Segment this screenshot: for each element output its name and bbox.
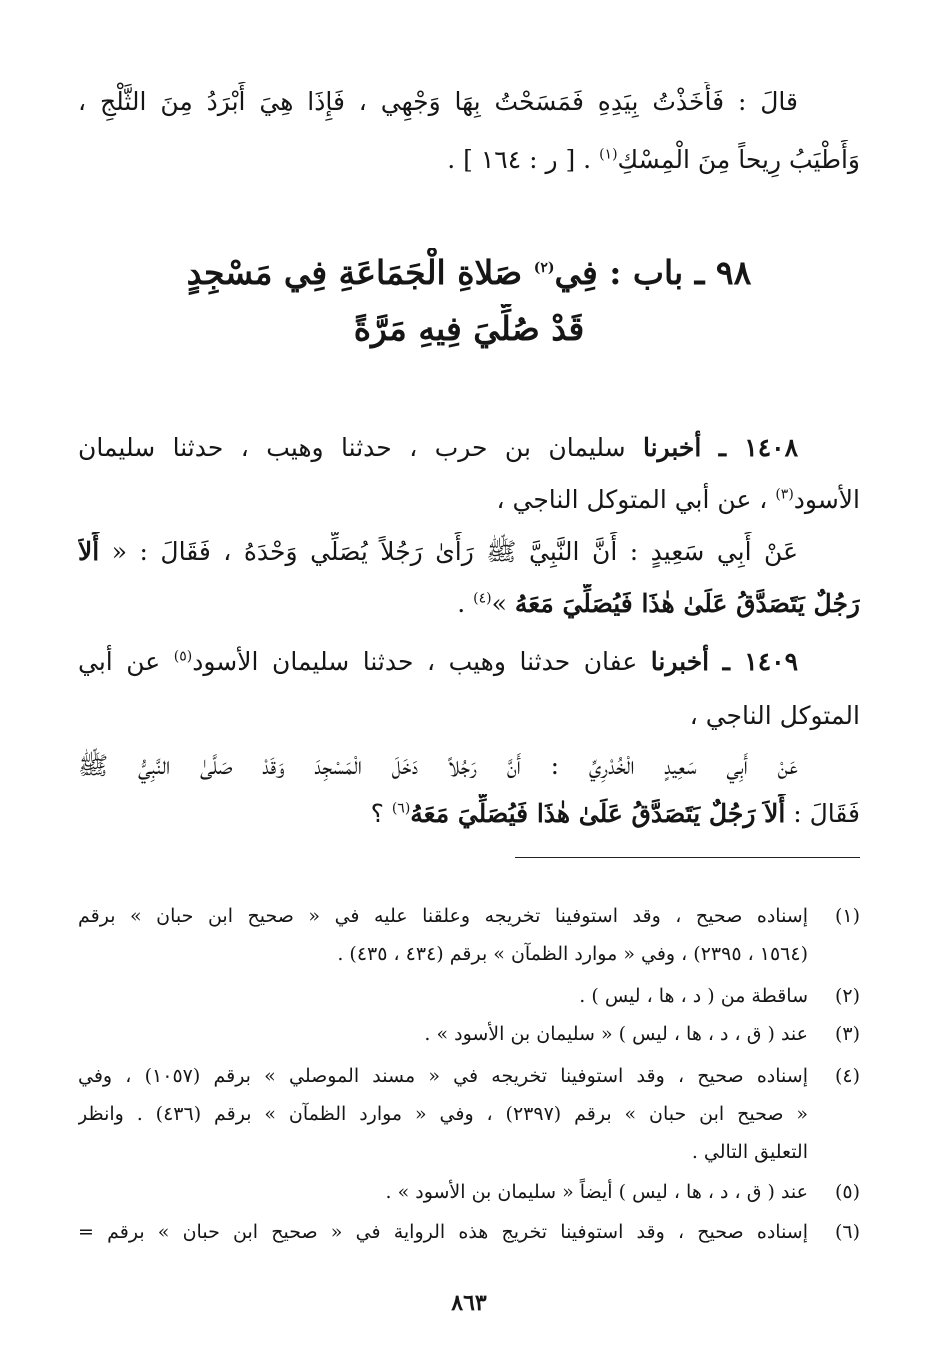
heading-segment: قَدْ صُلِّيَ فِيهِ مَرَّةً xyxy=(353,309,585,348)
text-line xyxy=(78,428,860,468)
heading-segment: ٩٨ ـ باب : فِي xyxy=(554,253,752,292)
hadith-quote: أَلاَ رَجُلٌ يَتَصَدَّقُ عَلَىٰ هٰذَا فَيُصَلِّيَ مَعَهُ xyxy=(410,799,786,828)
text-line xyxy=(78,584,860,624)
heading-segment: صَلاةِ الْجَمَاعَةِ فِي مَسْجِدٍ xyxy=(186,253,523,292)
hadith-quote: رَجُلٌ يَتَصَدَّقُ عَلَىٰ هٰذَا فَيُصَلِّيَ مَعَهُ xyxy=(514,589,860,618)
footnote-4-cont xyxy=(78,1098,860,1130)
text-segment: الأسود xyxy=(793,485,860,514)
footnote-ref[interactable]: (٣) xyxy=(775,486,794,503)
text-segment: عَنْ أَبِي سَعِيدٍ : أَنَّ النَّبِيَّ ﷺ رَأَىٰ رَجُلاً يُصَلِّي وَحْدَهُ ، فَقَالَ : « xyxy=(111,537,799,566)
text-segment: عن أبي xyxy=(78,647,161,676)
footnote-ref[interactable]: (٦) xyxy=(391,800,411,817)
footnote-text: « صحيح ابن حبان » برقم (٢٣٩٧) ، وفي « موارد الظمآن » برقم (٤٣٦) . وانظر xyxy=(78,1103,808,1125)
footnote-2 xyxy=(78,980,860,1012)
hadith-number: ١٤٠٨ ـ xyxy=(718,433,798,462)
footnote-1-cont xyxy=(78,938,860,970)
footnote-text: عند ( ق ، د ، ها ، ليس ) « سليمان بن الأسود » . xyxy=(424,1023,808,1045)
footnote-text: ساقطة من ( د ، ها ، ليس ) . xyxy=(579,985,808,1007)
page-number: ٨٦٣ xyxy=(451,1290,487,1316)
footnote-ref[interactable]: (٤) xyxy=(473,590,492,607)
text-segment: المتوكل الناجي ، xyxy=(689,701,860,730)
footnote-5 xyxy=(78,1176,860,1208)
text-line xyxy=(78,532,860,572)
text-segment: عفان حدثنا وهيب ، حدثنا سليمان الأسود xyxy=(192,647,638,676)
narration-keyword: أخبرنا xyxy=(642,433,702,462)
footnote-4 xyxy=(78,1060,860,1092)
footnote-3 xyxy=(78,1018,860,1050)
footnote-ref[interactable]: (٢) xyxy=(533,260,555,276)
text-line xyxy=(78,140,860,180)
footnote-text: التعليق التالي . xyxy=(691,1141,808,1163)
text-line xyxy=(78,82,860,122)
hadith-quote: أَلاَ xyxy=(78,537,100,566)
footnote-number: (٤) xyxy=(834,1065,860,1087)
text-segment: . xyxy=(457,589,466,618)
footnote-text: إسناده صحيح ، وقد استوفينا تخريج هذه الرواية في « صحيح ابن حبان » برقم = xyxy=(78,1221,808,1243)
cross-reference: . [ ر : ١٦٤ ] . xyxy=(447,145,592,174)
text-segment: ؟ xyxy=(370,799,384,828)
narration-keyword: أخبرنا xyxy=(650,647,710,676)
footnote-number: (٦) xyxy=(834,1221,860,1243)
footnote-text: إسناده صحيح ، وقد استوفينا تخريجه وعلقنا عليه في « صحيح ابن حبان » برقم xyxy=(78,905,808,927)
quote-mark: » xyxy=(491,589,507,618)
footnote-1 xyxy=(78,900,860,932)
text-line xyxy=(78,794,860,834)
footnote-text: (١٥٦٤ ، ٢٣٩٥) ، وفي « موارد الظمآن » برقم (٤٣٤ ، ٤٣٥) . xyxy=(337,943,808,965)
text-segment: عَنْ أَبِي سَعِيدٍ الْخُدْرِيِّ : أَنَّ رَجُلاً دَخَلَ الْمَسْجِدَ وَقَدْ صَلَّىٰ النَّبِيُّ ﷺ xyxy=(78,751,798,780)
text-segment: سليمان بن حرب ، حدثنا وهيب ، حدثنا سليمان xyxy=(78,433,626,462)
footnote-text: إسناده صحيح ، وقد استوفينا تخريجه في « مسند الموصلي » برقم (١٠٥٧) ، وفي xyxy=(78,1065,808,1087)
text-segment: ، عن أبي المتوكل الناجي ، xyxy=(496,485,768,514)
heading-line xyxy=(78,248,860,298)
footnote-4-cont xyxy=(78,1136,860,1168)
text-segment: فَقَالَ : xyxy=(793,799,860,828)
footnote-number: (٣) xyxy=(834,1023,860,1045)
hadith-number: ١٤٠٩ ـ xyxy=(722,647,798,676)
text-line xyxy=(78,696,860,736)
footnote-number: (١) xyxy=(834,905,860,927)
footnote-6 xyxy=(78,1216,860,1248)
footnote-ref[interactable]: (١) xyxy=(599,146,618,163)
footnote-number: (٥) xyxy=(834,1181,860,1203)
footnote-separator xyxy=(515,857,860,858)
text-line xyxy=(78,642,860,682)
text-segment: وَأَطْيَبُ رِيحاً مِنَ الْمِسْكِ xyxy=(617,145,860,174)
text-line xyxy=(78,480,860,520)
footnote-number: (٢) xyxy=(834,985,860,1007)
footnote-text: عند ( ق ، د ، ها ، ليس ) أيضاً « سليمان بن الأسود » . xyxy=(385,1181,808,1203)
text-line xyxy=(78,746,860,786)
heading-line xyxy=(78,304,860,354)
footnote-ref[interactable]: (٥) xyxy=(173,648,193,665)
text-segment: قالَ : فَأَخَذْتُ بِيَدِهِ فَمَسَحْتُ بِهَا وَجْهِي ، فَإِذَا هِيَ أَبْرَدُ مِنَ الثَّلْجِ ، xyxy=(78,87,798,116)
